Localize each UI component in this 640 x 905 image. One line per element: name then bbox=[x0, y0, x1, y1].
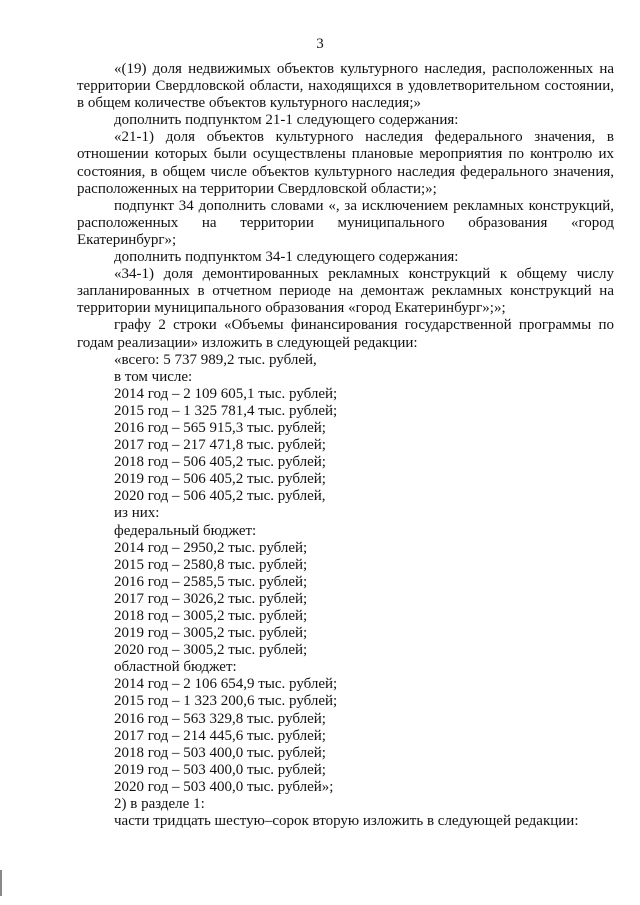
regional-budget-year: 2016 год – 563 329,8 тыс. рублей; bbox=[114, 710, 326, 727]
federal-budget-year: 2016 год – 2585,5 тыс. рублей; bbox=[114, 573, 308, 590]
paragraph-item-34: подпункт 34 дополнить словами «, за исключением рекламных конструкций, расположенных на территории муниципального образования «город Екатеринбург»; bbox=[77, 197, 614, 248]
regional-budget-heading: областной бюджет: bbox=[114, 659, 237, 676]
funding-total-year: 2019 год – 506 405,2 тыс. рублей; bbox=[114, 471, 326, 488]
federal-budget-year: 2018 год – 3005,2 тыс. рублей; bbox=[114, 608, 308, 624]
funding-subheading: в том числе: bbox=[114, 368, 193, 385]
paragraph-add-21-1: дополнить подпунктом 21-1 следующего содержания: bbox=[114, 112, 459, 129]
funding-list bbox=[77, 352, 614, 831]
federal-budget-year: 2017 год – 3026,2 тыс. рублей; bbox=[114, 590, 308, 607]
funding-total-year: 2014 год – 2 109 605,1 тыс. рублей; bbox=[114, 385, 338, 402]
funding-total-year: 2018 год – 506 405,2 тыс. рублей; bbox=[114, 454, 326, 471]
paragraph-item-34-1: «34-1) доля демонтированных рекламных конструкций к общему числу запланированных в отчетном периоде на демонтаж рекламных конструкций на территории муниципального образования «город Екатеринбург»;»; bbox=[77, 266, 614, 317]
federal-budget-year: 2015 год – 2580,8 тыс. рублей; bbox=[114, 556, 308, 573]
paragraph-item-19: «(19) доля недвижимых объектов культурного наследия, расположенных на территории Свердловской области, находящихся в удовлетворительном состоянии, в общем количестве объектов культурного наследия;» bbox=[77, 61, 614, 112]
federal-budget-year: 2019 год – 3005,2 тыс. рублей; bbox=[114, 625, 308, 642]
regional-budget-year: 2018 год – 503 400,0 тыс. рублей; bbox=[114, 744, 326, 761]
regional-budget-year: 2014 год – 2 106 654,9 тыс. рублей; bbox=[114, 676, 338, 693]
page-number: 3 bbox=[316, 36, 324, 52]
regional-budget-year: 2015 год – 1 323 200,6 тыс. рублей; bbox=[114, 693, 338, 710]
regional-budget-year: 2019 год – 503 400,0 тыс. рублей; bbox=[114, 761, 326, 778]
federal-budget-heading: федеральный бюджет: bbox=[114, 522, 257, 539]
funding-subheading: из них: bbox=[114, 505, 160, 522]
funding-total-year: 2016 год – 565 915,3 тыс. рублей; bbox=[114, 419, 326, 436]
federal-budget-year: 2014 год – 2950,2 тыс. рублей; bbox=[114, 539, 308, 556]
funding-total: «всего: 5 737 989,2 тыс. рублей, bbox=[114, 351, 317, 368]
funding-total-year: 2015 год – 1 325 781,4 тыс. рублей; bbox=[114, 402, 338, 419]
paragraph-add-34-1: дополнить подпунктом 34-1 следующего содержания: bbox=[114, 249, 459, 266]
section-1-heading: 2) в разделе 1: bbox=[114, 796, 205, 813]
document-body bbox=[77, 61, 614, 830]
paragraph-funding-intro: графу 2 строки «Объемы финансирования государственной программы по годам реализации» изложить в следующей редакции: bbox=[77, 317, 614, 351]
regional-budget-year: 2017 год – 214 445,6 тыс. рублей; bbox=[114, 727, 326, 744]
paragraph-item-21-1: «21-1) доля объектов культурного наследия федерального значения, в отношении которых были осуществлены плановые мероприятия по контролю их состояния, в общем числе объектов культурного наследия федерального значения, расположенных на территории Свердловской области;»; bbox=[77, 129, 614, 197]
section-1-instruction: части тридцать шестую–сорок вторую изложить в следующей редакции: bbox=[114, 813, 579, 830]
funding-total-year: 2017 год – 217 471,8 тыс. рублей; bbox=[114, 437, 326, 454]
scan-edge-mark bbox=[0, 870, 2, 896]
regional-budget-year: 2020 год – 503 400,0 тыс. рублей»; bbox=[114, 778, 334, 795]
federal-budget-year: 2020 год – 3005,2 тыс. рублей; bbox=[114, 642, 308, 659]
funding-total-year: 2020 год – 506 405,2 тыс. рублей, bbox=[114, 488, 326, 505]
